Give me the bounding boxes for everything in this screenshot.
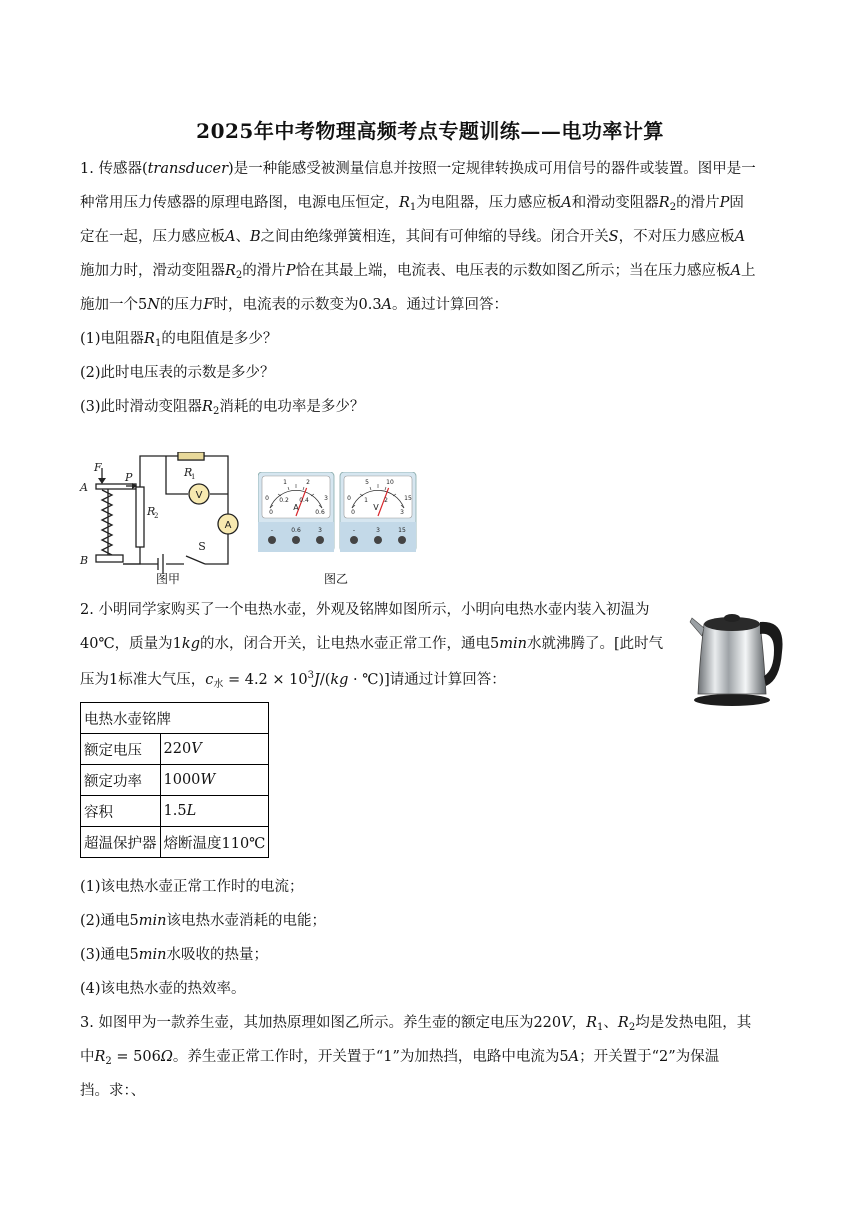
q3-line-2: 中$R_2 = 506\Omega$。养生壶正常工作时，开关置于“1”为加热挡，电路中电流为5A；开关置于“2”为保温 xyxy=(80,1049,720,1067)
table-label-voltage: 额定电压 xyxy=(81,734,161,765)
label-R2: R xyxy=(147,505,156,518)
table-label-power: 额定功率 xyxy=(81,765,161,796)
q2-sub-4: (4)该电热水壶的热效率。 xyxy=(80,981,246,997)
voltmeter-bottom-1: 1 xyxy=(364,497,368,504)
voltmeter-top-2: 10 xyxy=(386,479,394,486)
ammeter-bottom-1: 0.2 xyxy=(279,497,289,504)
figure-yi-caption: 图乙 xyxy=(324,572,349,586)
table-row xyxy=(81,765,269,796)
voltmeter-bottom-3: 3 xyxy=(400,509,404,516)
ammeter-top-2: 2 xyxy=(306,479,310,486)
table-label-capacity: 容积 xyxy=(81,796,161,827)
ammeter-symbol: A xyxy=(224,520,232,531)
label-A: A xyxy=(80,481,88,494)
table-header: 电热水壶铭牌 xyxy=(81,703,269,734)
kettle-nameplate-table xyxy=(80,702,269,858)
label-S: S xyxy=(198,540,206,553)
figure-jia-caption: 图甲 xyxy=(156,572,181,586)
q3-line-1: 3. 如图甲为一款养生壶，其加热原理如图乙所示。养生壶的额定电压为220V，$R_1$、$R_2$均是发热电阻，其 xyxy=(80,1015,752,1033)
table-value-voltage: 220V xyxy=(160,734,269,765)
q1-sub-3: (3)此时滑动变阻器$R_2$消耗的电功率是多少？ xyxy=(80,399,365,417)
q2-line-2: 40℃，质量为1kg的水，闭合开关，让电热水壶正常工作，通电5min水就沸腾了。[此时气 xyxy=(80,636,664,652)
ammeter-bottom-3: 0.6 xyxy=(315,509,325,516)
voltmeter-terminal-neg: - xyxy=(352,527,356,534)
voltmeter-unit: V xyxy=(373,503,379,512)
ammeter-terminal-0-6: 0.6 xyxy=(291,527,301,534)
page-title: 2025年中考物理高频考点专题训练——电功率计算 xyxy=(196,119,664,143)
voltmeter-top-1: 5 xyxy=(365,479,369,486)
ammeter-terminal-neg: - xyxy=(270,527,274,534)
ammeter-unit: A xyxy=(293,503,299,512)
q2-sub-3: (3)通电5min水吸收的热量； xyxy=(80,947,268,963)
ammeter-top-1: 1 xyxy=(283,479,287,486)
ammeter-bottom-2: 0.4 xyxy=(299,497,309,504)
table-row xyxy=(81,796,269,827)
voltmeter-terminal-15: 15 xyxy=(398,527,406,534)
ammeter-dial xyxy=(258,472,334,552)
voltmeter-terminal-3: 3 xyxy=(376,527,380,534)
voltmeter-bottom-2: 2 xyxy=(384,497,388,504)
table-row xyxy=(81,734,269,765)
q1-line-4: 施加力时，滑动变阻器$R_2$的滑片P恰在其最上端，电流表、电压表的示数如图乙所示；当在压力感应板A上 xyxy=(80,263,756,281)
label-R1: R xyxy=(184,466,193,479)
voltmeter-top-3: 15 xyxy=(404,495,412,502)
q1-sub-2: (2)此时电压表的示数是多少？ xyxy=(80,365,275,381)
table-header-row xyxy=(81,703,269,734)
q2-line-1: 2. 小明同学家购买了一个电热水壶，外观及铭牌如图所示，小明向电热水壶内装入初温为 xyxy=(80,602,650,618)
ammeter-terminal-3: 3 xyxy=(318,527,322,534)
ammeter-top-3: 3 xyxy=(324,495,328,502)
label-F: F xyxy=(94,461,102,474)
ammeter-top-0: 0 xyxy=(265,495,269,502)
figure-yi-meters xyxy=(258,472,418,552)
q2-line-3: 压为1标准大气压，$c_水 = 4.2 \times 10^3J/(kg$ · ℃)]请通过计算回答： xyxy=(80,670,506,690)
label-R1-sub: 1 xyxy=(191,473,196,481)
voltmeter-symbol: V xyxy=(195,490,203,501)
voltmeter-dial xyxy=(340,472,416,552)
q1-line-2: 种常用压力传感器的原理电路图，电源电压恒定，$R_1$为电阻器，压力感应板A和滑动变阻器$R_2$的滑片P固 xyxy=(80,195,744,213)
voltmeter-top-0: 0 xyxy=(347,495,351,502)
figure-jia-circuit xyxy=(78,452,248,587)
label-R2-sub: 2 xyxy=(154,512,159,520)
electric-kettle-image xyxy=(688,596,788,708)
q3-line-3: 挡。求：、 xyxy=(80,1083,146,1099)
q1-sub-1: (1)电阻器$R_1$的电阻值是多少？ xyxy=(80,331,278,349)
ammeter-bottom-0: 0 xyxy=(269,509,273,516)
table-value-power: 1000W xyxy=(160,765,269,796)
table-label-protector: 超温保护器 xyxy=(81,827,161,858)
table-row xyxy=(81,827,269,858)
label-B: B xyxy=(80,554,89,567)
q1-line-3: 定在一起，压力感应板A、B之间由绝缘弹簧相连，其间有可伸缩的导线。闭合开关S，不对压力感应板A xyxy=(80,229,746,245)
q2-sub-2: (2)通电5min该电热水壶消耗的电能； xyxy=(80,913,326,929)
label-P: P xyxy=(125,471,133,484)
table-value-protector: 熔断温度110℃ xyxy=(160,827,269,858)
q2-sub-1: (1)该电热水壶正常工作时的电流； xyxy=(80,879,304,895)
q1-line-5: 施加一个5N的压力F时，电流表的示数变为0.3A。通过计算回答： xyxy=(80,297,509,313)
voltmeter-bottom-0: 0 xyxy=(351,509,355,516)
q1-line-1: 1. 传感器(transducer)是一种能感受被测量信息并按照一定规律转换成可用信号的器件或装置。图甲是一 xyxy=(80,161,756,177)
table-value-capacity: 1.5L xyxy=(160,796,269,827)
